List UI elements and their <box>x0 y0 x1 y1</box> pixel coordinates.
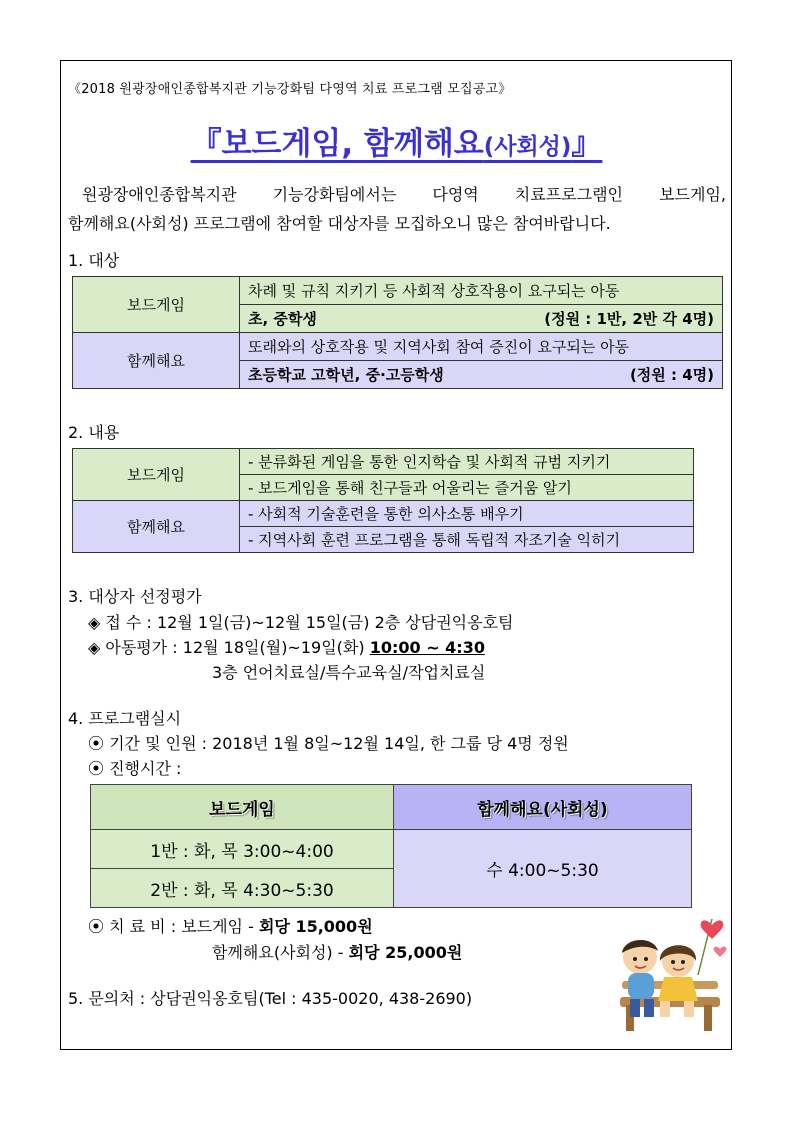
evaluation-dates: ◈ 아동평가 : 12월 18일(월)~19일(화) <box>88 638 370 657</box>
target-together-row <box>240 361 723 389</box>
fee-line-1 <box>88 914 373 937</box>
content-table <box>72 448 694 553</box>
kids-bench-illustration <box>600 905 730 1035</box>
schedule-together-time: 수 4:00~5:30 <box>394 830 692 908</box>
schedule-class-1: 1반 : 화, 목 3:00~4:00 <box>91 830 394 869</box>
evaluation-line <box>88 635 485 658</box>
content-together-label: 함께해요 <box>73 501 240 553</box>
content-together-item-1: - 사회적 기술훈련을 통한 의사소통 배우기 <box>240 501 694 527</box>
page-title <box>0 118 793 163</box>
fee-together-amount: 회당 25,000원 <box>348 943 463 962</box>
target-table <box>72 276 723 389</box>
content-board-label: 보드게임 <box>73 449 240 501</box>
target-board-quota: (정원 : 1반, 2반 각 4명) <box>544 310 714 328</box>
target-together-quota: (정원 : 4명) <box>629 366 714 384</box>
content-board-item-2: - 보드게임을 통해 친구들과 어울리는 즐거움 알기 <box>240 475 694 501</box>
target-together-label: 함께해요 <box>73 333 240 389</box>
contact-line: 5. 문의처 : 상담권익옹호팀(Tel : 435-0020, 438-2690) <box>68 989 473 1008</box>
fee-board-prefix: ⦿ 치 료 비 : 보드게임 - <box>88 917 259 936</box>
target-together-desc: 또래와의 상호작용 및 지역사회 참여 증진이 요구되는 아동 <box>240 333 723 361</box>
section-1-heading: 1. 대상 <box>68 251 120 270</box>
schedule-header-together: 함께해요(사회성) <box>394 785 692 830</box>
target-board-label: 보드게임 <box>73 277 240 333</box>
reception-line: ◈ 접 수 : 12월 1일(금)~12월 15일(금) 2층 상담권익옹호팀 <box>88 613 514 632</box>
section-3-heading: 3. 대상자 선정평가 <box>68 587 202 606</box>
time-label: ⦿ 진행시간 : <box>88 759 182 778</box>
intro-line-1: 원광장애인종합복지관 기능강화팀에서는 다영역 치료프로그램인 보드게임, <box>82 185 726 204</box>
section-2-heading: 2. 내용 <box>68 423 120 442</box>
title-end: 』 <box>571 126 603 162</box>
target-board-grade: 초, 중학생 <box>248 310 317 328</box>
section-4-heading: 4. 프로그램실시 <box>68 709 182 728</box>
schedule-header-board: 보드게임 <box>91 785 394 830</box>
target-together-grade: 초등학교 고학년, 중·고등학생 <box>248 366 444 384</box>
fee-line-2 <box>212 940 462 963</box>
notice-header: 《2018 원광장애인종합복지관 기능강화팀 다영역 치료 프로그램 모집공고》 <box>68 82 512 97</box>
schedule-table <box>90 784 692 908</box>
intro-paragraph <box>68 180 726 238</box>
period-line: ⦿ 기간 및 인원 : 2018년 1월 8일~12월 14일, 한 그룹 당 4명 정원 <box>88 734 569 753</box>
evaluation-rooms: 3층 언어치료실/특수교육실/작업치료실 <box>212 663 486 682</box>
content-board-item-1: - 분류화된 게임을 통한 인지학습 및 사회적 규범 지키기 <box>240 449 694 475</box>
target-board-desc: 차례 및 규칙 지키기 등 사회적 상호작용이 요구되는 아동 <box>240 277 723 305</box>
content-together-item-2: - 지역사회 훈련 프로그램을 통해 독립적 자조기술 익히기 <box>240 527 694 553</box>
schedule-class-2: 2반 : 화, 목 4:30~5:30 <box>91 869 394 908</box>
title-paren: (사회성) <box>483 134 572 160</box>
fee-together-prefix: 함께해요(사회성) - <box>212 943 349 962</box>
evaluation-time: 10:00 ~ 4:30 <box>369 638 485 657</box>
title-main: 『보드게임, 함께해요 <box>190 126 484 162</box>
intro-line-2: 함께해요(사회성) 프로그램에 참여할 대상자를 모집하오니 많은 참여바랍니다. <box>68 214 611 233</box>
fee-board-amount: 회당 15,000원 <box>258 917 373 936</box>
target-board-row <box>240 305 723 333</box>
